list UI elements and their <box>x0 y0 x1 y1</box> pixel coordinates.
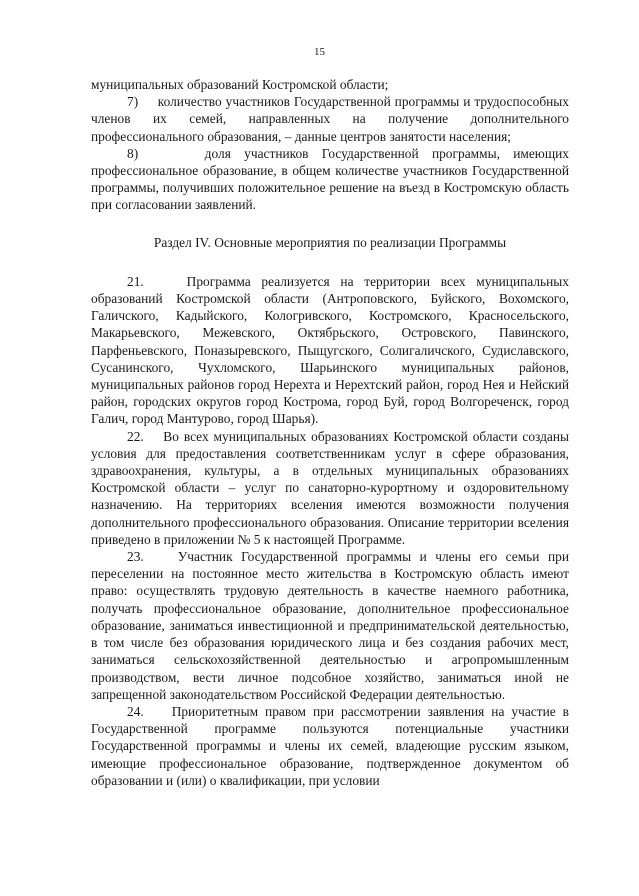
paragraph-21: 21. Программа реализуется на территории всех муниципальных образований Костромской области (Антроповского, Буйского, Вохомского, Галичского, Кадыйского, Кологривского, Костромского, Красносельского, Макарьевского, Межевского, Октябрьского, Островского, Павинского, Парфеньевского, Поназыревского, Пыщугского, Солигаличского, Судиславского, Сусанинского, Чухломского, Шарьинского муниципальных районов, муниципальных районов город Нерехта и Нерехтский район, город Нея и Нейский район, городских округов город Кострома, город Буй, город Волгореченск, город Галич, город Мантурово, город Шарья). <box>91 273 569 427</box>
paragraph-23: 23. Участник Государственной программы и члены его семьи при переселении на постоянное место жительства в Костромскую область имеют право: осуществлять трудовую деятельность в качестве наемного работника, получать профессиональное образование, дополнительное профессиональное образование, заниматься инвестиционной и предпринимательской деятельностью, в том числе без образования юридического лица и без создания рабочих мест, заниматься сельскохозяйственной деятельностью и агропромышленным производством, вести личное подсобное хозяйство, заниматься иной не запрещенной законодательством Российской Федерации деятельностью. <box>91 549 569 702</box>
page-number: 15 <box>314 46 325 58</box>
paragraph-24: 24. Приоритетным правом при рассмотрении заявления на участие в Государственной программе пользуются потенциальные участники Государственной программы и члены их семей, владеющие русским языком, имеющие профессиональное образование, подтвержденное документом об образовании и (или) о квалификации, при условии <box>91 703 569 788</box>
paragraph-before-3: 8) доля участников Государственной программы, имеющих профессиональное образование, в общем количестве участников Государственной программы, получивших положительное решение на въезд в Костромскую область при согласовании заявлений. <box>91 145 569 213</box>
section-heading: Раздел IV. Основные мероприятия по реализации Программы <box>153 234 507 250</box>
paragraph-before-2: 7) количество участников Государственной программы и трудоспособных членов их семей, направленных на получение дополнительного профессионального образования, – данные центров занятости населения; <box>91 94 569 144</box>
document-body <box>91 76 569 789</box>
paragraph-22: 22. Во всех муниципальных образованиях Костромской области созданы условия для предоставления соответственникам услуг в сфере образования, здравоохранения, культуры, а в отдельных муниципальных образованиях Костромской области – услуг по санаторно-курортному и оздоровительному назначению. На территориях вселения имеются возможности получения дополнительного профессионального образования. Описание территории вселения приведено в приложении № 5 к настоящей Программе. <box>91 428 569 547</box>
paragraph-before-1: муниципальных образований Костромской области; <box>91 77 389 92</box>
